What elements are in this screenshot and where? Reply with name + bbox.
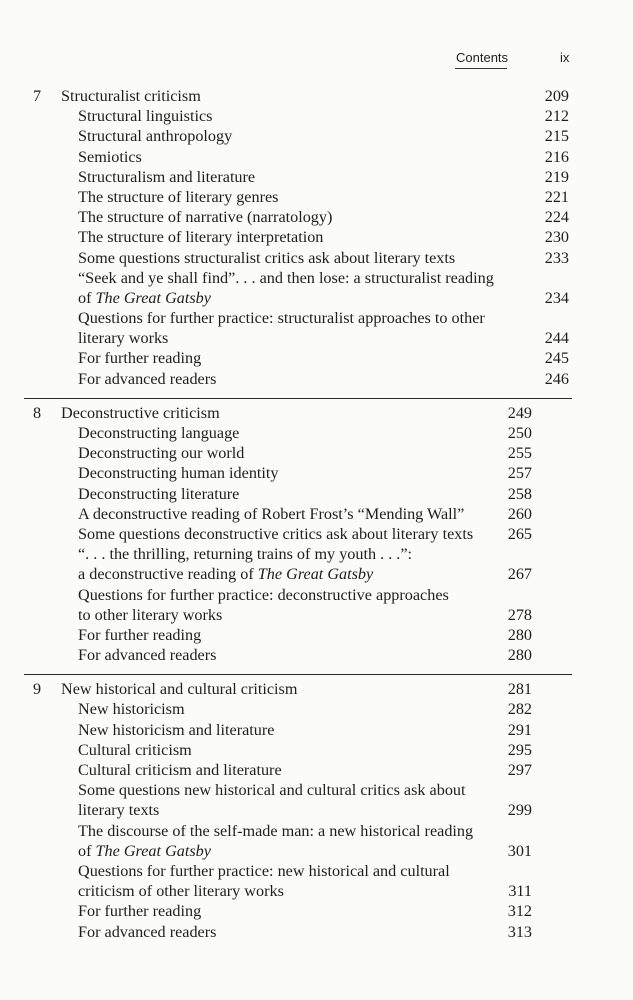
entry-title: criticism of other literary works bbox=[78, 882, 284, 901]
chapter-heading bbox=[0, 86, 633, 106]
entry-title: Deconstructing language bbox=[78, 424, 240, 442]
toc-entry bbox=[0, 625, 572, 645]
entry-page: 291 bbox=[507, 720, 532, 739]
toc-entry bbox=[0, 288, 633, 308]
toc-entry bbox=[0, 106, 633, 126]
entry-page: 233 bbox=[544, 248, 569, 267]
entry-page: 280 bbox=[507, 646, 532, 665]
entry-page: 212 bbox=[544, 107, 569, 126]
entry-title: Questions for further practice: structuralist approaches to other bbox=[78, 309, 485, 328]
chapter-heading bbox=[0, 403, 572, 423]
entry-page: 299 bbox=[507, 801, 532, 820]
chapter-title: Structuralist criticism bbox=[61, 87, 201, 105]
entry-page: 221 bbox=[544, 187, 569, 206]
chapter-heading bbox=[0, 679, 572, 699]
entry-page: 245 bbox=[544, 349, 569, 368]
chapter-section bbox=[24, 674, 572, 941]
toc-entry bbox=[0, 645, 572, 665]
entry-title: For further reading bbox=[78, 349, 202, 368]
entry-page: 234 bbox=[544, 288, 569, 307]
entry-page: 301 bbox=[507, 841, 532, 860]
entry-page: 258 bbox=[507, 484, 532, 503]
toc-entry bbox=[0, 740, 572, 760]
entry-page: 230 bbox=[544, 228, 569, 247]
entry-title: For advanced readers bbox=[78, 922, 217, 941]
entry-page: 215 bbox=[544, 127, 569, 146]
entry-title: Deconstructing literature bbox=[78, 484, 240, 503]
entry-page: 312 bbox=[507, 902, 532, 921]
toc-entry bbox=[0, 504, 572, 524]
chapter-title: New historical and cultural criticism bbox=[61, 680, 298, 699]
entry-title: of The Great Gatsby bbox=[78, 288, 211, 307]
entry-title: Deconstructing human identity bbox=[78, 464, 279, 483]
toc-entry bbox=[0, 463, 572, 483]
entry-page: 278 bbox=[507, 605, 532, 624]
toc-entry bbox=[0, 328, 633, 348]
toc-entry bbox=[0, 369, 633, 389]
entry-title: New historicism and literature bbox=[78, 720, 275, 739]
toc-entry bbox=[0, 780, 572, 800]
entry-title: a deconstructive reading of The Great Gatsby bbox=[78, 565, 374, 584]
entry-page: 295 bbox=[507, 740, 532, 759]
table-of-contents bbox=[0, 86, 633, 942]
entry-title: For advanced readers bbox=[78, 369, 217, 388]
entry-title: “Seek and ye shall find”. . . and then lose: a structuralist reading bbox=[78, 268, 494, 287]
entry-title: Questions for further practice: deconstructive approaches bbox=[78, 585, 449, 604]
chapter-number: 9 bbox=[33, 680, 42, 699]
toc-entry bbox=[0, 423, 572, 443]
entry-page: 244 bbox=[544, 329, 569, 348]
chapter-page: 281 bbox=[507, 680, 532, 699]
toc-entry bbox=[0, 348, 633, 368]
entry-page: 265 bbox=[507, 524, 532, 543]
toc-entry bbox=[0, 605, 572, 625]
italic-title: The Great Gatsby bbox=[95, 841, 211, 860]
entry-title: For further reading bbox=[78, 902, 202, 921]
toc-entry bbox=[0, 167, 633, 187]
entry-page: 313 bbox=[507, 922, 532, 941]
entry-title: Some questions new historical and cultural critics ask about bbox=[78, 781, 466, 800]
toc-entry bbox=[0, 800, 572, 820]
chapter-section bbox=[0, 86, 633, 389]
toc-entry bbox=[0, 861, 572, 881]
toc-entry bbox=[0, 308, 633, 328]
entry-title: Semiotics bbox=[78, 147, 142, 166]
entry-title: Structural linguistics bbox=[78, 107, 213, 126]
entry-title: to other literary works bbox=[78, 605, 223, 624]
toc-entry bbox=[0, 901, 572, 921]
entry-title: Deconstructing our world bbox=[78, 444, 245, 463]
toc-entry bbox=[0, 699, 572, 719]
toc-entry bbox=[0, 564, 572, 584]
entry-title: New historicism bbox=[78, 700, 185, 719]
entry-page: 297 bbox=[507, 761, 532, 779]
toc-entry bbox=[0, 720, 572, 740]
chapter-number: 8 bbox=[33, 403, 42, 422]
page-number: ix bbox=[560, 50, 570, 65]
entry-title: literary works bbox=[78, 329, 169, 348]
chapter-page: 209 bbox=[544, 87, 569, 105]
running-head-title: Contents bbox=[456, 50, 509, 65]
toc-entry bbox=[0, 841, 572, 861]
toc-entry bbox=[0, 227, 633, 247]
entry-page: 216 bbox=[544, 147, 569, 166]
toc-entry bbox=[0, 760, 572, 780]
toc-entry bbox=[0, 881, 572, 901]
toc-entry bbox=[0, 268, 633, 288]
entry-title: Some questions structuralist critics ask about literary texts bbox=[78, 248, 456, 267]
entry-page: 257 bbox=[507, 464, 532, 483]
toc-entry bbox=[0, 524, 572, 544]
entry-title: Structural anthropology bbox=[78, 127, 233, 146]
entry-title: Cultural criticism bbox=[78, 740, 192, 759]
entry-page: 282 bbox=[507, 700, 532, 719]
entry-page: 267 bbox=[507, 565, 532, 584]
chapter-number: 7 bbox=[33, 87, 42, 105]
italic-title: The Great Gatsby bbox=[257, 565, 374, 584]
entry-title: The discourse of the self-made man: a new historical reading bbox=[78, 821, 474, 840]
chapter-title: Deconstructive criticism bbox=[61, 403, 220, 422]
running-head-rule bbox=[455, 68, 507, 69]
toc-entry bbox=[0, 187, 633, 207]
entry-page: 224 bbox=[544, 208, 569, 227]
entry-page: 280 bbox=[507, 625, 532, 644]
toc-entry bbox=[0, 484, 572, 504]
entry-title: For further reading bbox=[78, 625, 202, 644]
entry-title: Structuralism and literature bbox=[78, 167, 256, 186]
toc-entry bbox=[0, 248, 633, 268]
entry-title: The structure of literary interpretation bbox=[78, 228, 324, 247]
entry-page: 219 bbox=[544, 167, 569, 186]
entry-title: “. . . the thrilling, returning trains of my youth . . .”: bbox=[78, 545, 413, 564]
entry-title: The structure of literary genres bbox=[78, 187, 279, 206]
entry-page: 246 bbox=[544, 369, 569, 388]
toc-entry bbox=[0, 922, 572, 942]
entry-title: Questions for further practice: new historical and cultural bbox=[78, 861, 450, 880]
toc-entry bbox=[0, 147, 633, 167]
entry-title: For advanced readers bbox=[78, 646, 217, 665]
chapter-section bbox=[24, 398, 572, 665]
toc-entry bbox=[0, 585, 572, 605]
entry-page: 260 bbox=[507, 504, 532, 523]
entry-title: Some questions deconstructive critics ask about literary texts bbox=[78, 524, 474, 543]
entry-title: A deconstructive reading of Robert Frost’s “Mending Wall” bbox=[78, 504, 465, 523]
entry-page: 255 bbox=[507, 444, 532, 463]
entry-title: Cultural criticism and literature bbox=[78, 761, 282, 779]
entry-page: 311 bbox=[508, 882, 532, 901]
toc-entry bbox=[0, 126, 633, 146]
toc-entry bbox=[0, 207, 633, 227]
toc-entry bbox=[0, 443, 572, 463]
entry-title: literary texts bbox=[78, 801, 160, 820]
running-head bbox=[0, 48, 633, 72]
chapter-page: 249 bbox=[507, 403, 532, 422]
toc-entry bbox=[0, 544, 572, 564]
entry-title: The structure of narrative (narratology) bbox=[78, 208, 333, 227]
toc-entry bbox=[0, 821, 572, 841]
entry-page: 250 bbox=[507, 424, 532, 442]
entry-title: of The Great Gatsby bbox=[78, 841, 211, 860]
italic-title: The Great Gatsby bbox=[95, 288, 211, 307]
